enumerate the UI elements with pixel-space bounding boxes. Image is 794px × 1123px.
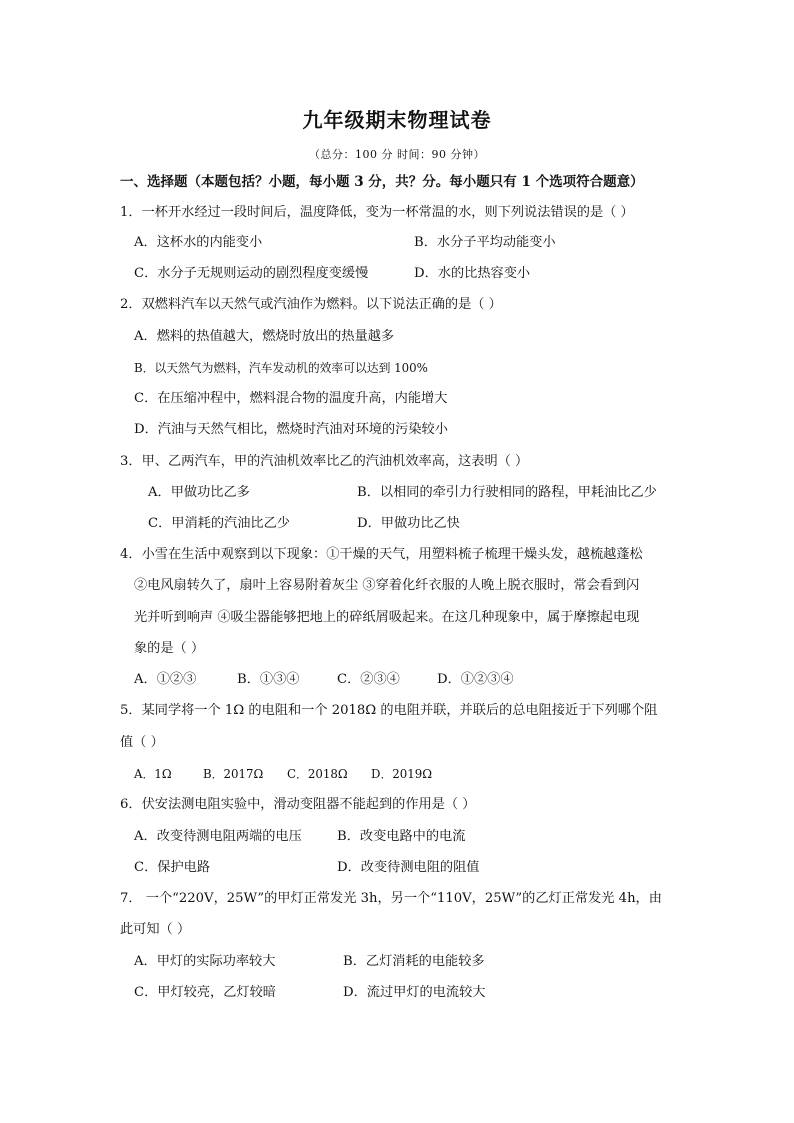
question-1-option-a: A．这杯水的内能变小: [134, 235, 263, 250]
question-4-stem-line-1: 4．小雪在生活中观察到以下现象：①干燥的天气，用塑料梳子梳理干燥头发，越梳越蓬松: [120, 547, 643, 562]
question-4-option-c: C．②③④: [337, 672, 400, 687]
question-3-option-c: C．甲消耗的汽油比乙少: [148, 516, 290, 531]
question-7-option-b: B．乙灯消耗的电能较多: [343, 954, 485, 969]
question-5-stem-line-1: 5．某同学将一个 1Ω 的电阻和一个 2018Ω 的电阻并联，并联后的总电阻接近于下列哪个阻: [120, 703, 658, 718]
question-4-option-a: A．①②③: [134, 672, 197, 687]
question-7-stem-line-2: 此可知（ ）: [120, 922, 191, 937]
question-7-option-d: D．流过甲灯的电流较大: [343, 985, 486, 1000]
question-2-option-d: D．汽油与天然气相比，燃烧时汽油对环境的污染较小: [134, 422, 448, 437]
question-4-stem-line-4: 象的是（ ）: [134, 641, 205, 656]
question-1-option-d: D．水的比热容变小: [414, 266, 531, 281]
question-6-option-b: B．改变电路中的电流: [337, 829, 466, 844]
question-7-stem-line-1: 7． 一个“220V，25W”的甲灯正常发光 3h，另一个“110V，25W”的乙灯正常发光 4h，由: [120, 891, 662, 906]
question-3-option-b: B．以相同的牵引力行驶相同的路程，甲耗油比乙少: [357, 485, 657, 500]
question-7-option-a: A．甲灯的实际功率较大: [134, 954, 276, 969]
question-6-option-c: C．保护电路: [134, 860, 211, 875]
question-4-stem-line-2: ②电风扇转久了，扇叶上容易附着灰尘 ③穿着化纤衣服的人晚上脱衣服时，常会看到闪: [134, 578, 640, 593]
question-5-option-d: D．2019Ω: [371, 767, 433, 781]
page-title: 九年级期末物理试卷: [302, 108, 492, 132]
question-6-option-a: A．改变待测电阻两端的电压: [134, 829, 302, 844]
question-6-stem: 6．伏安法测电阻实验中，滑动变阻器不能起到的作用是（ ）: [120, 797, 476, 812]
question-4-option-b: B．①③④: [237, 672, 300, 687]
question-4-stem-line-3: 光并听到响声 ④吸尘器能够把地上的碎纸屑吸起来。在这几种现象中，属于摩擦起电现: [134, 610, 640, 625]
question-5-stem-line-2: 值（ ）: [120, 735, 164, 750]
question-2-stem: 2．双燃料汽车以天然气或汽油作为燃料。以下说法正确的是（ ）: [120, 297, 502, 312]
question-3-option-a: A．甲做功比乙多: [148, 485, 250, 500]
question-5-option-b: B．2017Ω: [203, 767, 264, 781]
question-2-option-c: C．在压缩冲程中，燃料混合物的温度升高，内能增大: [134, 391, 448, 406]
question-3-stem: 3．甲、乙两汽车，甲的汽油机效率比乙的汽油机效率高，这表明（ ）: [120, 454, 529, 469]
question-2-option-a: A．燃料的热值越大，燃烧时放出的热量越多: [134, 329, 395, 344]
question-5-option-a: A．1Ω: [134, 767, 172, 781]
question-1-stem: 1．一杯开水经过一段时间后，温度降低，变为一杯常温的水，则下列说法错误的是（ ）: [120, 205, 634, 220]
question-4-option-d: D．①②③④: [437, 672, 514, 687]
exam-info: （总分：100 分 时间：90 分钟）: [309, 148, 485, 161]
question-5-option-c: C．2018Ω: [287, 767, 348, 781]
question-2-option-b: B．以天然气为燃料，汽车发动机的效率可以达到 100%: [134, 361, 428, 375]
question-1-option-b: B．水分子平均动能变小: [414, 235, 556, 250]
question-1-option-c: C．水分子无规则运动的剧烈程度变缓慢: [134, 266, 369, 281]
question-3-option-d: D．甲做功比乙快: [357, 516, 460, 531]
question-7-option-c: C．甲灯较亮，乙灯较暗: [134, 985, 276, 1000]
section-heading: 一、选择题（本题包括？小题，每小题 3 分，共？分。每小题只有 1 个选项符合题意）: [120, 174, 644, 190]
question-6-option-d: D．改变待测电阻的阻值: [337, 860, 480, 875]
